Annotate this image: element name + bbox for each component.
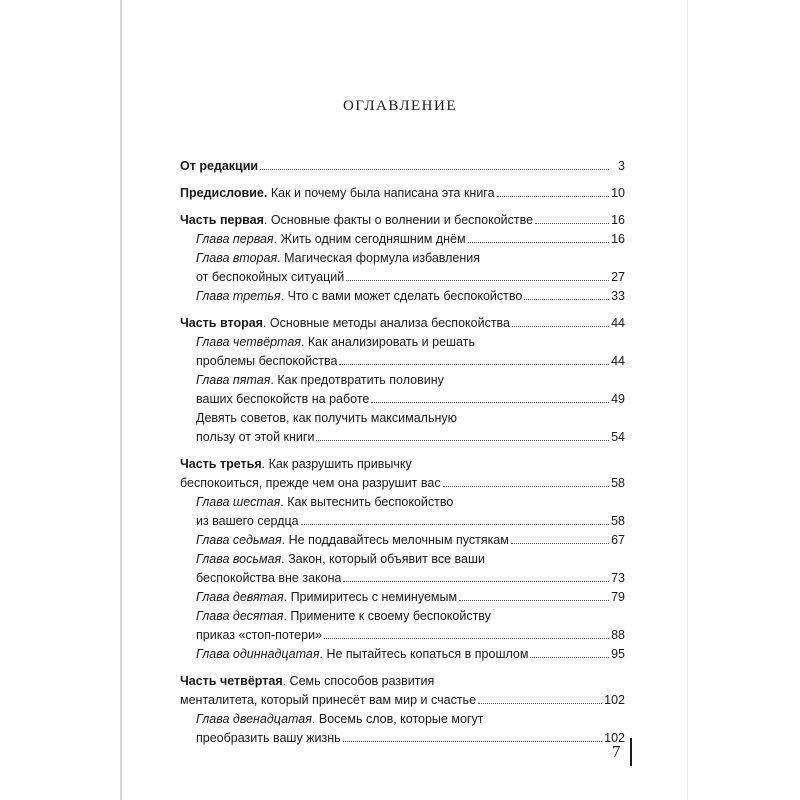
entry-title: . Как анализировать и решать bbox=[300, 335, 475, 349]
entry-page: 16 bbox=[611, 232, 625, 246]
entry-page: 49 bbox=[611, 392, 625, 406]
entry-title: из вашего сердца bbox=[196, 514, 299, 528]
entry-page: 67 bbox=[611, 533, 625, 547]
toc-entry-part-2[interactable] bbox=[180, 314, 625, 333]
toc-entry-nine-tips-cont[interactable] bbox=[180, 428, 625, 447]
toc-entry-part-3[interactable] bbox=[180, 455, 625, 474]
entry-title: . Не пытайтесь копаться в прошлом bbox=[319, 647, 529, 661]
entry-title: менталитета, который принесёт вам мир и счастье bbox=[180, 693, 477, 707]
entry-title: . Примените к своему беспокойству bbox=[283, 609, 491, 623]
entry-label: Предисловие. bbox=[180, 186, 268, 200]
toc-entry-chapter-12-cont[interactable] bbox=[180, 729, 625, 748]
leader-dots bbox=[524, 299, 609, 300]
leader-dots bbox=[260, 169, 609, 170]
entry-page: 3 bbox=[618, 159, 625, 173]
toc-entry-chapter-4[interactable] bbox=[180, 333, 625, 352]
leader-dots bbox=[301, 524, 609, 525]
entry-title: Как и почему была написана эта книга bbox=[270, 186, 495, 200]
toc-entry-chapter-10-cont[interactable] bbox=[180, 626, 625, 645]
toc-entry-nine-tips[interactable] bbox=[180, 409, 625, 428]
page-left-edge bbox=[120, 0, 122, 800]
entry-label: Часть вторая bbox=[180, 316, 263, 330]
leader-dots bbox=[478, 703, 602, 704]
toc-entry-chapter-8[interactable] bbox=[180, 550, 625, 569]
entry-title: приказ «стоп-потери» bbox=[196, 628, 323, 642]
toc-entry-chapter-10[interactable] bbox=[180, 607, 625, 626]
entry-title: преобразить вашу жизнь bbox=[196, 731, 341, 745]
leader-dots bbox=[535, 223, 609, 224]
toc-entry-chapter-8-cont[interactable] bbox=[180, 569, 625, 588]
toc-entry-chapter-6[interactable] bbox=[180, 493, 625, 512]
entry-chapter: Глава третья bbox=[196, 289, 281, 303]
toc-entry-chapter-5[interactable] bbox=[180, 371, 625, 390]
entry-page: 102 bbox=[604, 693, 625, 707]
entry-page: 33 bbox=[611, 289, 625, 303]
entry-chapter: Глава седьмая bbox=[196, 533, 282, 547]
entry-chapter: Глава одиннадцатая bbox=[196, 647, 320, 661]
entry-title: . Примиритесь с неминуемым bbox=[283, 590, 458, 604]
table-of-contents bbox=[180, 157, 625, 748]
leader-dots bbox=[497, 196, 609, 197]
page-right-edge bbox=[687, 0, 688, 800]
toc-entry-chapter-2-cont[interactable] bbox=[180, 268, 625, 287]
entry-page: 44 bbox=[611, 354, 625, 368]
entry-chapter: Глава десятая bbox=[196, 609, 284, 623]
entry-label: Часть четвёртая bbox=[180, 674, 283, 688]
entry-title: Девять советов, как получить максимальную bbox=[196, 411, 457, 425]
leader-dots bbox=[459, 600, 609, 601]
entry-chapter: Глава вторая bbox=[196, 251, 278, 265]
leader-dots bbox=[316, 440, 609, 441]
entry-page: 58 bbox=[611, 476, 625, 490]
entry-chapter: Глава шестая bbox=[196, 495, 281, 509]
entry-label: Часть первая bbox=[180, 213, 264, 227]
toc-entry-chapter-6-cont[interactable] bbox=[180, 512, 625, 531]
entry-page: 54 bbox=[611, 430, 625, 444]
leader-dots bbox=[511, 543, 609, 544]
toc-entry-chapter-1[interactable] bbox=[180, 230, 625, 249]
page-number-bar bbox=[630, 738, 632, 766]
entry-page: 95 bbox=[611, 647, 625, 661]
entry-title: ваших беспокойств на работе bbox=[196, 392, 370, 406]
entry-page: 16 bbox=[611, 213, 625, 227]
entry-title: . Что с вами может сделать беспокойство bbox=[280, 289, 523, 303]
toc-entry-part-1[interactable] bbox=[180, 211, 625, 230]
leader-dots bbox=[468, 242, 609, 243]
leader-dots bbox=[371, 402, 609, 403]
leader-dots bbox=[343, 581, 609, 582]
entry-title: . Как вытеснить беспокойство bbox=[280, 495, 454, 509]
entry-title: . Закон, который объявит все ваши bbox=[281, 552, 485, 566]
leader-dots bbox=[343, 741, 602, 742]
entry-title: беспокоиться, прежде чем она разрушит вас bbox=[180, 476, 441, 490]
toc-entry-chapter-5-cont[interactable] bbox=[180, 390, 625, 409]
toc-entry-chapter-2[interactable] bbox=[180, 249, 625, 268]
entry-page: 73 bbox=[611, 571, 625, 585]
entry-title: . Как предотвратить половину bbox=[270, 373, 444, 387]
entry-page: 102 bbox=[604, 731, 625, 745]
toc-entry-chapter-9[interactable] bbox=[180, 588, 625, 607]
page-number: 7 bbox=[612, 742, 621, 761]
entry-title: . Жить одним сегодняшним днём bbox=[273, 232, 466, 246]
entry-chapter: Глава восьмая bbox=[196, 552, 282, 566]
leader-dots bbox=[443, 486, 609, 487]
toc-entry-part-3-cont[interactable] bbox=[180, 474, 625, 493]
entry-title: . Основные факты о волнении и беспокойстве bbox=[263, 213, 534, 227]
entry-chapter: Глава двенадцатая bbox=[196, 712, 312, 726]
entry-title: . Магическая формула избавления bbox=[277, 251, 481, 265]
entry-page: 10 bbox=[611, 186, 625, 200]
entry-chapter: Глава девятая bbox=[196, 590, 284, 604]
toc-entry-part-4-cont[interactable] bbox=[180, 691, 625, 710]
entry-page: 88 bbox=[611, 628, 625, 642]
entry-page: 44 bbox=[611, 316, 625, 330]
entry-title: пользу от этой книги bbox=[196, 430, 315, 444]
leader-dots bbox=[512, 326, 609, 327]
entry-title: . Основные методы анализа беспокойства bbox=[262, 316, 510, 330]
toc-entry-chapter-3[interactable] bbox=[180, 287, 625, 306]
entry-page: 58 bbox=[611, 514, 625, 528]
entry-title: . Не поддавайтесь мелочным пустякам bbox=[281, 533, 509, 547]
toc-entry-chapter-4-cont[interactable] bbox=[180, 352, 625, 371]
entry-label: Часть третья bbox=[180, 457, 262, 471]
leader-dots bbox=[339, 364, 609, 365]
entry-title: . Как разрушить привычку bbox=[261, 457, 412, 471]
entry-label: От редакции bbox=[180, 159, 259, 173]
toc-entry-chapter-12[interactable] bbox=[180, 710, 625, 729]
entry-chapter: Глава первая bbox=[196, 232, 274, 246]
entry-title: . Восемь слов, которые могут bbox=[311, 712, 484, 726]
entry-title: беспокойства вне закона bbox=[196, 571, 342, 585]
toc-entry-preface[interactable] bbox=[180, 184, 625, 203]
entry-title: проблемы беспокойства bbox=[196, 354, 338, 368]
leader-dots bbox=[346, 280, 609, 281]
toc-entry-part-4[interactable] bbox=[180, 672, 625, 691]
entry-title: от беспокойных ситуаций bbox=[196, 270, 345, 284]
entry-title: . Семь способов развития bbox=[282, 674, 435, 688]
entry-page: 79 bbox=[611, 590, 625, 604]
entry-chapter: Глава пятая bbox=[196, 373, 271, 387]
leader-dots bbox=[530, 657, 609, 658]
entry-page: 27 bbox=[611, 270, 625, 284]
toc-entry-chapter-11[interactable] bbox=[180, 645, 625, 664]
leader-dots bbox=[324, 638, 609, 639]
toc-entry-chapter-7[interactable] bbox=[180, 531, 625, 550]
toc-heading: ОГЛАВЛЕНИЕ bbox=[343, 98, 457, 114]
toc-entry-editorial[interactable] bbox=[180, 157, 625, 176]
entry-chapter: Глава четвёртая bbox=[196, 335, 301, 349]
